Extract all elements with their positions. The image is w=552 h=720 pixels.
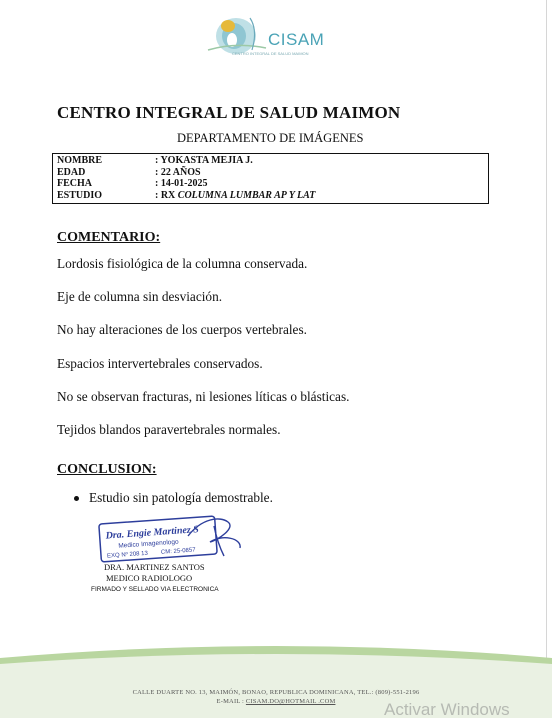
doctor-role: MEDICO RADIOLOGO (106, 573, 193, 583)
document-title: CENTRO INTEGRAL DE SALUD MAIMON (57, 103, 401, 122)
field-label: EDAD (57, 166, 86, 178)
field-label: ESTUDIO (57, 189, 103, 201)
patient-info-box (52, 153, 489, 204)
stamp-name: Dra. Engie Martinez S (105, 524, 200, 542)
patient-row-date (57, 178, 484, 190)
field-value: : YOKASTA MEJIA J. (155, 155, 253, 166)
signature-note: FIRMADO Y SELLADO VIA ELECTRONICA (91, 586, 219, 593)
footer-address: CALLE DUARTE NO. 13, MAIMÓN, BONAO, REPUBLICA DOMINICANA, TEL.: (809)-551-2196 (132, 689, 420, 696)
logo-subtitle: CENTRO INTEGRAL DE SALUD MAIMON (232, 51, 309, 56)
patient-row-name (57, 155, 484, 167)
field-value: : 14-01-2025 (155, 178, 208, 189)
field-value (155, 190, 484, 202)
study-prefix: : RX (155, 189, 178, 201)
conclusion-item (74, 490, 273, 506)
footer-email-link[interactable]: CISAM.DO@HOTMAIL .COM (245, 698, 336, 705)
stamp-role: Medico Imagenologo (118, 538, 179, 550)
comment-line: No se observan fracturas, ni lesiones líticas o blásticas. (57, 389, 350, 404)
bullet-icon (74, 496, 79, 501)
activation-watermark: Activar Windows (384, 700, 510, 719)
field-label: NOMBRE (57, 155, 102, 166)
field-label: FECHA (57, 178, 92, 189)
stamp-exeq: EXQ Nº 208 13 (106, 550, 149, 560)
comment-line: Tejidos blandos paravertebrales normales. (57, 422, 281, 437)
department-title: DEPARTAMENTO DE IMÁGENES (177, 131, 364, 145)
patient-row-study (57, 190, 484, 202)
conclusion-heading: CONCLUSION: (57, 462, 157, 477)
comment-line: No hay alteraciones de los cuerpos vertebrales. (57, 322, 307, 337)
logo-wordmark: CISAM (268, 30, 325, 49)
comment-line: Eje de columna sin desviación. (57, 289, 223, 304)
stamp-cm: CM: 25-0857 (160, 547, 196, 556)
footer-email-label: E-MAIL : (216, 698, 246, 705)
patient-row-age (57, 167, 484, 179)
doctor-name: DRA. MARTINEZ SANTOS (104, 562, 205, 572)
comentario-heading: COMENTARIO: (57, 230, 161, 245)
comment-line: Lordosis fisiológica de la columna conservada. (57, 256, 308, 271)
conclusion-text: Estudio sin patología demostrable. (89, 490, 273, 505)
field-value: : 22 AÑOS (155, 166, 201, 178)
study-name: COLUMNA LUMBAR AP Y LAT (177, 189, 316, 201)
comment-line: Espacios intervertebrales conservados. (57, 356, 263, 371)
